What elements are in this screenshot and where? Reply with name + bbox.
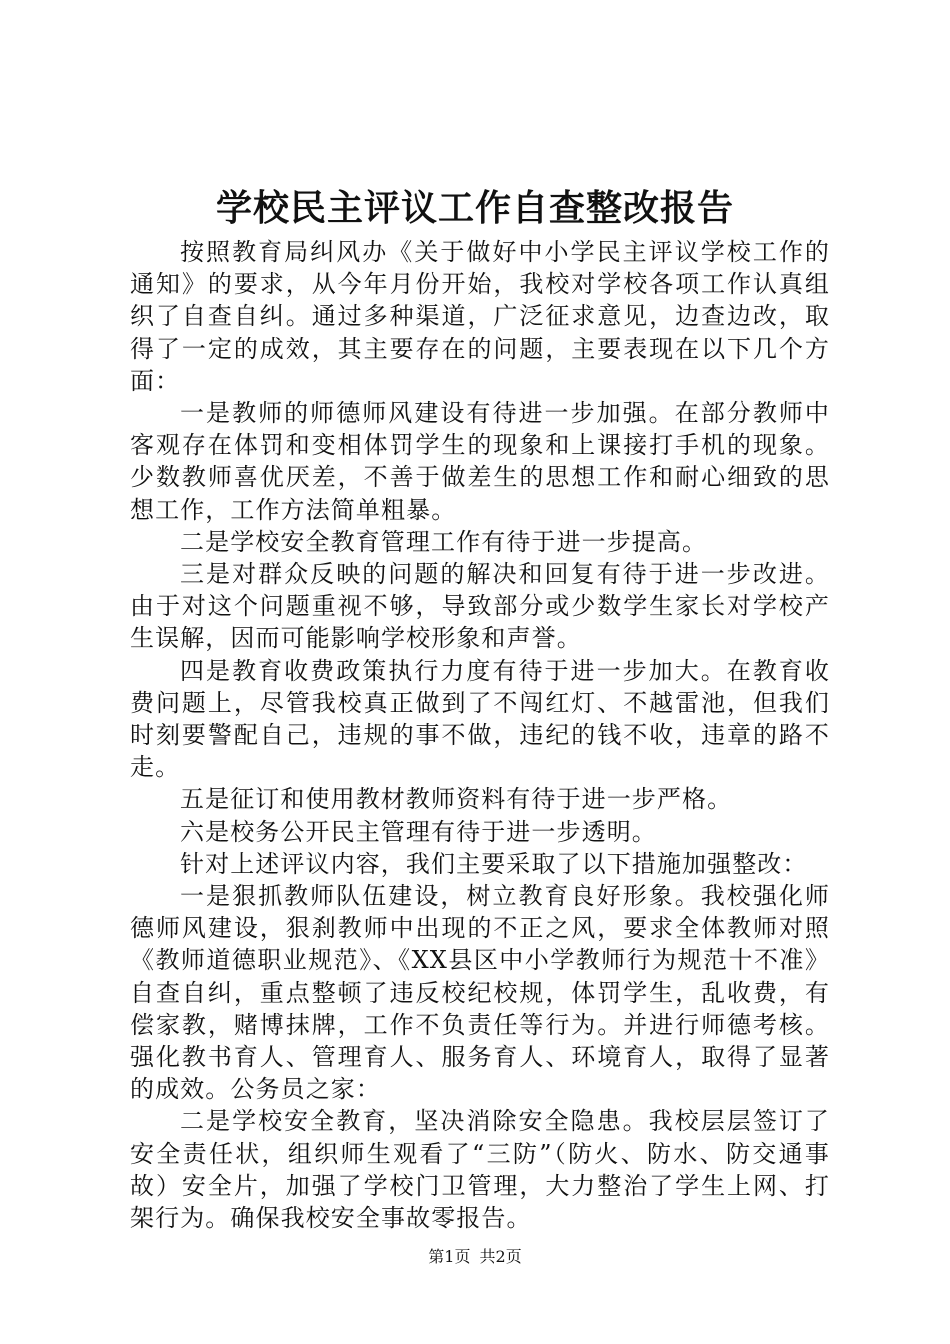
paragraph-measure-1: 一是狠抓教师队伍建设，树立教育良好形象。我校强化师德师风建设，狠刹教师中出现的不正之风，要求全体教师对照《教师道德职业规范》、《XX县区中小学教师行为规范十不准》自查自纠，重点整顿了违反校纪校规，体罚学生，乱收费，有偿家教，赌博抹牌，工作不负责任等行为。并进行师德考核。强化教书育人、管理育人、服务育人、环境育人，取得了显著的成效。公务员之家： (130, 882, 830, 1104)
page-number: 第1页 (428, 1247, 471, 1266)
paragraph-measure-2: 二是学校安全教育，坚决消除安全隐患。我校层层签订了安全责任状，组织师生观看了“三防”（防火、防水、防交通事故）安全片，加强了学校门卫管理，大力整治了学生上网、打架行为。确保我校安全事故零报告。 (130, 1107, 830, 1233)
paragraph-problem-2: 二是学校安全教育管理工作有待于进一步提高。 (180, 527, 708, 556)
paragraph-problem-4: 四是教育收费政策执行力度有待于进一步加大。在教育收费问题上，尽管我校真正做到了不闯红灯、不越雷池，但我们时刻要警配自己，违规的事不做，违纪的钱不收，违章的路不走。 (130, 656, 830, 782)
paragraph-problem-3: 三是对群众反映的问题的解决和回复有待于进一步改进。由于对这个问题重视不够，导致部分或少数学生家长对学校产生误解，因而可能影响学校形象和声誉。 (130, 560, 830, 653)
paragraph-problem-1: 一是教师的师德师风建设有待进一步加强。在部分教师中客观存在体罚和变相体罚学生的现象和上课接打手机的现象。少数教师喜优厌差，不善于做差生的思想工作和耐心细致的思想工作，工作方法简单粗暴。 (130, 399, 830, 524)
document-body (130, 236, 830, 1234)
document-title: 学校民主评议工作自查整改报告 (215, 187, 734, 229)
paragraph-problem-6: 六是校务公开民主管理有待于进一步透明。 (180, 817, 657, 846)
page-footer (0, 1246, 950, 1268)
paragraph-problem-5: 五是征订和使用教材教师资料有待于进一步严格。 (180, 785, 733, 814)
paragraph-intro: 按照教育局纠风办《关于做好中小学民主评议学校工作的通知》的要求，从今年月份开始，我校对学校各项工作认真组织了自查自纠。通过多种渠道，广泛征求意见，边查边改，取得了一定的成效，其主要存在的问题，主要表现在以下几个方面： (130, 238, 830, 395)
paragraph-measures-intro: 针对上述评议内容，我们主要采取了以下措施加强整改： (180, 849, 808, 878)
total-pages: 共2页 (479, 1247, 522, 1266)
